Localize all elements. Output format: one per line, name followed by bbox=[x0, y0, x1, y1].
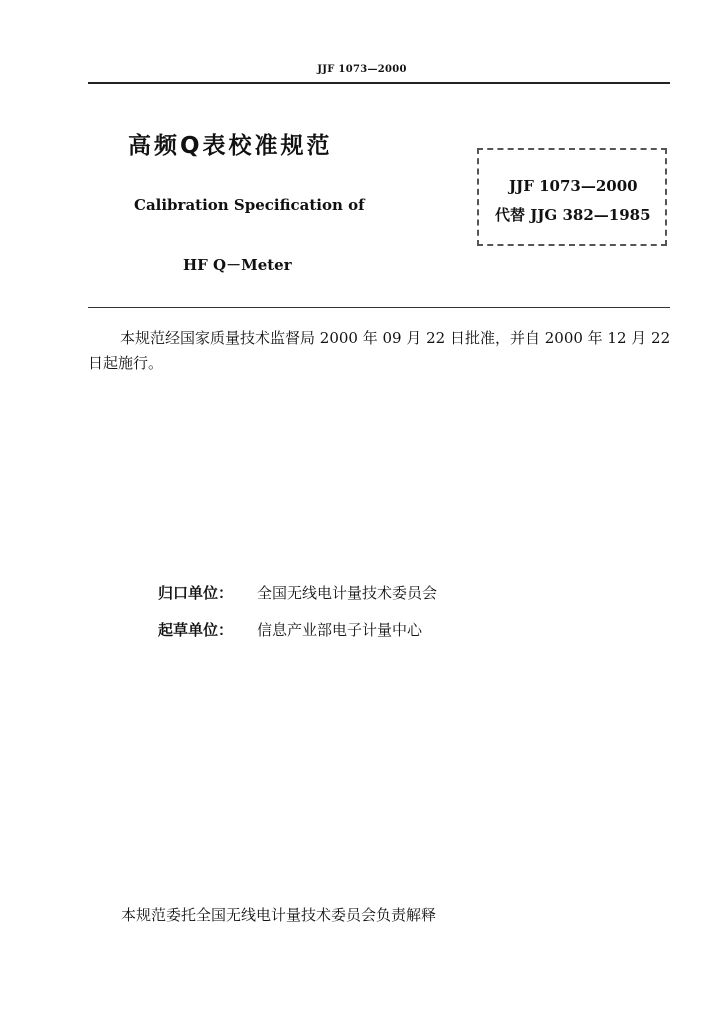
section-rule bbox=[88, 307, 670, 308]
standard-code-box bbox=[477, 148, 667, 246]
org-label-drafting: 起草单位： bbox=[158, 621, 234, 639]
code-box-standard-number: JJF 1073—2000 bbox=[509, 177, 638, 195]
org-value-drafting: 信息产业部电子计量中心 bbox=[257, 621, 423, 639]
header-standard-code: JJF 1073—2000 bbox=[317, 64, 407, 75]
title-chinese: 高频Q表校准规范 bbox=[128, 133, 333, 159]
header-rule bbox=[88, 82, 670, 84]
approval-statement: 本规范经国家质量技术监督局 2000 年 09 月 22 日批准，并自 2000 年 12 月 22 日起施行。 bbox=[88, 329, 671, 372]
title-english-line2: HF Q－Meter bbox=[183, 256, 292, 274]
interpretation-note: 本规范委托全国无线电计量技术委员会负责解释 bbox=[121, 906, 437, 924]
code-box-replaces: 代替 JJG 382—1985 bbox=[495, 206, 651, 224]
title-english-line1: Calibration Specification of bbox=[134, 196, 365, 214]
org-label-responsible: 归口单位： bbox=[158, 584, 234, 602]
org-value-responsible: 全国无线电计量技术委员会 bbox=[257, 584, 438, 602]
